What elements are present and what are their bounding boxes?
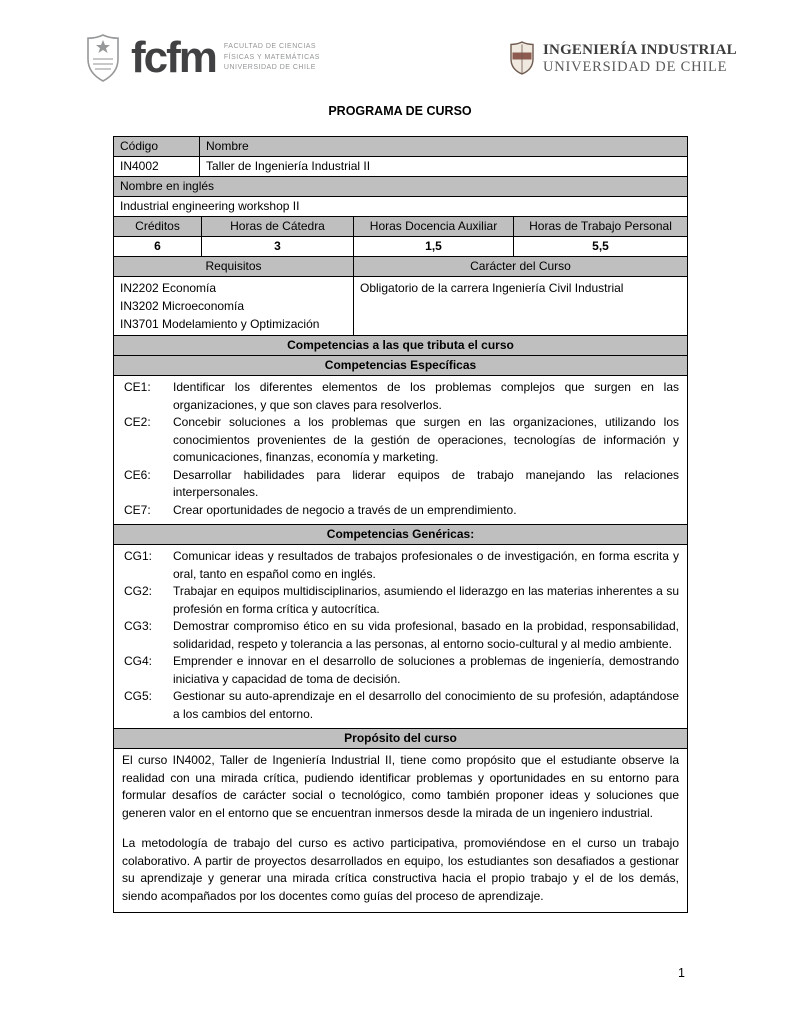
universidad-de-chile-line: UNIVERSIDAD DE CHILE [543, 58, 728, 75]
page-number: 1 [678, 966, 685, 980]
row-proposito-body [114, 748, 687, 912]
horas-docencia-value: 1,5 [353, 237, 513, 256]
genericas-section-title: Competencias Genéricas: [114, 525, 687, 544]
competencia-code: CG4: [124, 654, 153, 668]
list-item [124, 379, 679, 414]
fcfm-wordmark: fcfm [131, 33, 216, 82]
row-requisitos-header [114, 256, 687, 276]
fcfm-caption-line: FACULTAD DE CIENCIAS [223, 43, 317, 51]
ingenieria-industrial-line: INGENIERÍA INDUSTRIAL [543, 41, 737, 58]
nombre-ingles-label: Nombre en inglés [114, 177, 687, 196]
row-codigo-header [114, 137, 687, 156]
competencia-text: Emprender e innovar en el desarrollo de soluciones a problemas de ingeniería, demostrando iniciativa y capacidad de toma de decisión. [173, 654, 679, 686]
nombre-label: Nombre [199, 137, 687, 156]
competencia-text: Comunicar ideas y resultados de trabajos profesionales o de investigación, en forma escrita y oral, tanto en español como en inglés. [173, 549, 679, 581]
row-codigo-value [114, 156, 687, 176]
competencia-code: CE7: [124, 502, 151, 517]
competencias-section-title: Competencias a las que tributa el curso [114, 336, 687, 355]
fcfm-caption [224, 42, 320, 74]
requisito-item: IN2202 Economía [120, 281, 217, 295]
uchile-crest-icon [84, 32, 122, 84]
competencia-text: Demostrar compromiso ético en su vida profesional, basado en la probidad, responsabilidad, solidaridad, respeto y tolerancia a las personas, al entorno socio-cultural y al medio ambiente. [173, 619, 679, 651]
competencia-text: Trabajar en equipos multidisciplinarios, asumiendo el liderazgo en las materias inherentes a su profesión en forma crítica y autocrítica. [173, 584, 679, 616]
especificas-section-title: Competencias Específicas [114, 356, 687, 375]
list-item [124, 502, 679, 520]
row-nombre-ingles-value [114, 196, 687, 216]
nombre-ingles-value: Industrial engineering workshop II [120, 199, 300, 213]
horas-docencia-label: Horas Docencia Auxiliar [353, 217, 513, 236]
creditos-label: Créditos [114, 217, 201, 236]
proposito-body [114, 749, 687, 912]
row-especificas-title [114, 355, 687, 375]
requisito-item: IN3701 Modelamiento y Optimización [120, 317, 320, 331]
requisitos-list [114, 277, 353, 335]
especificas-list [114, 376, 687, 524]
competencia-code: CE6: [124, 467, 151, 482]
requisitos-label: Requisitos [114, 257, 353, 276]
horas-trabajo-value: 5,5 [513, 237, 687, 256]
list-item [124, 688, 679, 723]
nombre-value: Taller de Ingeniería Industrial II [199, 157, 687, 176]
competencia-text: Gestionar su auto-aprendizaje en el desarrollo del conocimiento de su profesión, adaptándose a los cambios del entorno. [173, 689, 679, 721]
uchile-shield-icon [508, 40, 536, 76]
creditos-value: 6 [154, 239, 161, 253]
competencia-code: CG1: [124, 549, 153, 563]
horas-catedra-value: 3 [201, 237, 353, 256]
competencia-text: Identificar los diferentes elementos de los problemas complejos que surgen en las organizaciones, y que son claves para resolverlos. [173, 380, 679, 412]
horas-trabajo-label: Horas de Trabajo Personal [513, 217, 687, 236]
caracter-value: Obligatorio de la carrera Ingeniería Civil Industrial [353, 277, 687, 335]
requisito-item: IN3202 Microeconomía [120, 299, 245, 313]
competencia-code: CE2: [124, 415, 151, 429]
codigo-label: Código [114, 137, 199, 156]
competencia-code: CG3: [124, 619, 153, 633]
list-item [124, 414, 679, 467]
proposito-paragraph: La metodología de trabajo del curso es activo participativa, promoviéndose en el curso un trabajo colaborativo. A partir de proyectos desarrollados en equipo, los estudiantes son desafiados a gestionar su aprendizaje y generar una mirada crítica constructiva hacia el propio trabajo y el de los demás, siendo acompañados por los docentes como guías del proceso de aprendizaje. [122, 836, 679, 903]
codigo-value: IN4002 [120, 159, 159, 173]
row-horas-headers [114, 216, 687, 236]
list-item [124, 467, 679, 502]
competencia-text: Crear oportunidades de negocio a través de un emprendimiento. [173, 502, 517, 517]
genericas-list [114, 545, 687, 728]
competencia-code: CE1: [124, 380, 151, 394]
fcfm-caption-line: FÍSICAS Y MATEMÁTICAS [223, 53, 320, 61]
horas-catedra-label: Horas de Cátedra [201, 217, 353, 236]
course-program-table [113, 136, 688, 913]
competencia-text: Desarrollar habilidades para liderar equipos de trabajo manejando las relaciones interpersonales. [173, 467, 679, 499]
row-genericas-list [114, 544, 687, 728]
row-nombre-ingles-header [114, 176, 687, 196]
list-item [124, 548, 679, 583]
list-item [124, 653, 679, 688]
row-genericas-title [114, 524, 687, 544]
proposito-paragraph: El curso IN4002, Taller de Ingeniería Industrial II, tiene como propósito que el estudiante observe la realidad con una mirada crítica, pudiendo identificar problemas y oportunidades en su entorno para formular desafíos de carácter social o tecnológico, como también proponer ideas y soluciones que generen valor en el entorno que se encuentran inmersos desde la mirada de un ingeniero industrial. [122, 753, 679, 820]
row-especificas-list [114, 375, 687, 524]
list-item [124, 618, 679, 653]
fcfm-logo [84, 32, 320, 84]
row-proposito-title [114, 728, 687, 748]
fcfm-caption-line: UNIVERSIDAD DE CHILE [223, 64, 316, 72]
row-requisitos-value [114, 276, 687, 335]
page-title: PROGRAMA DE CURSO [328, 104, 472, 118]
competencia-code: CG2: [124, 584, 153, 598]
competencia-code: CG5: [124, 689, 153, 703]
list-item [124, 583, 679, 618]
caracter-label: Carácter del Curso [353, 257, 687, 276]
competencia-text: Concebir soluciones a los problemas que surgen en las organizaciones, utilizando los conocimientos provenientes de la gestión de operaciones, tecnologías de información y comunicaciones, finanzas, economía y marketing. [173, 415, 679, 464]
row-competencias-title [114, 335, 687, 355]
ingenieria-industrial-logo [508, 40, 737, 76]
row-horas-values [114, 236, 687, 256]
ingenieria-industrial-wordmark [543, 42, 737, 75]
proposito-section-title: Propósito del curso [114, 729, 687, 748]
